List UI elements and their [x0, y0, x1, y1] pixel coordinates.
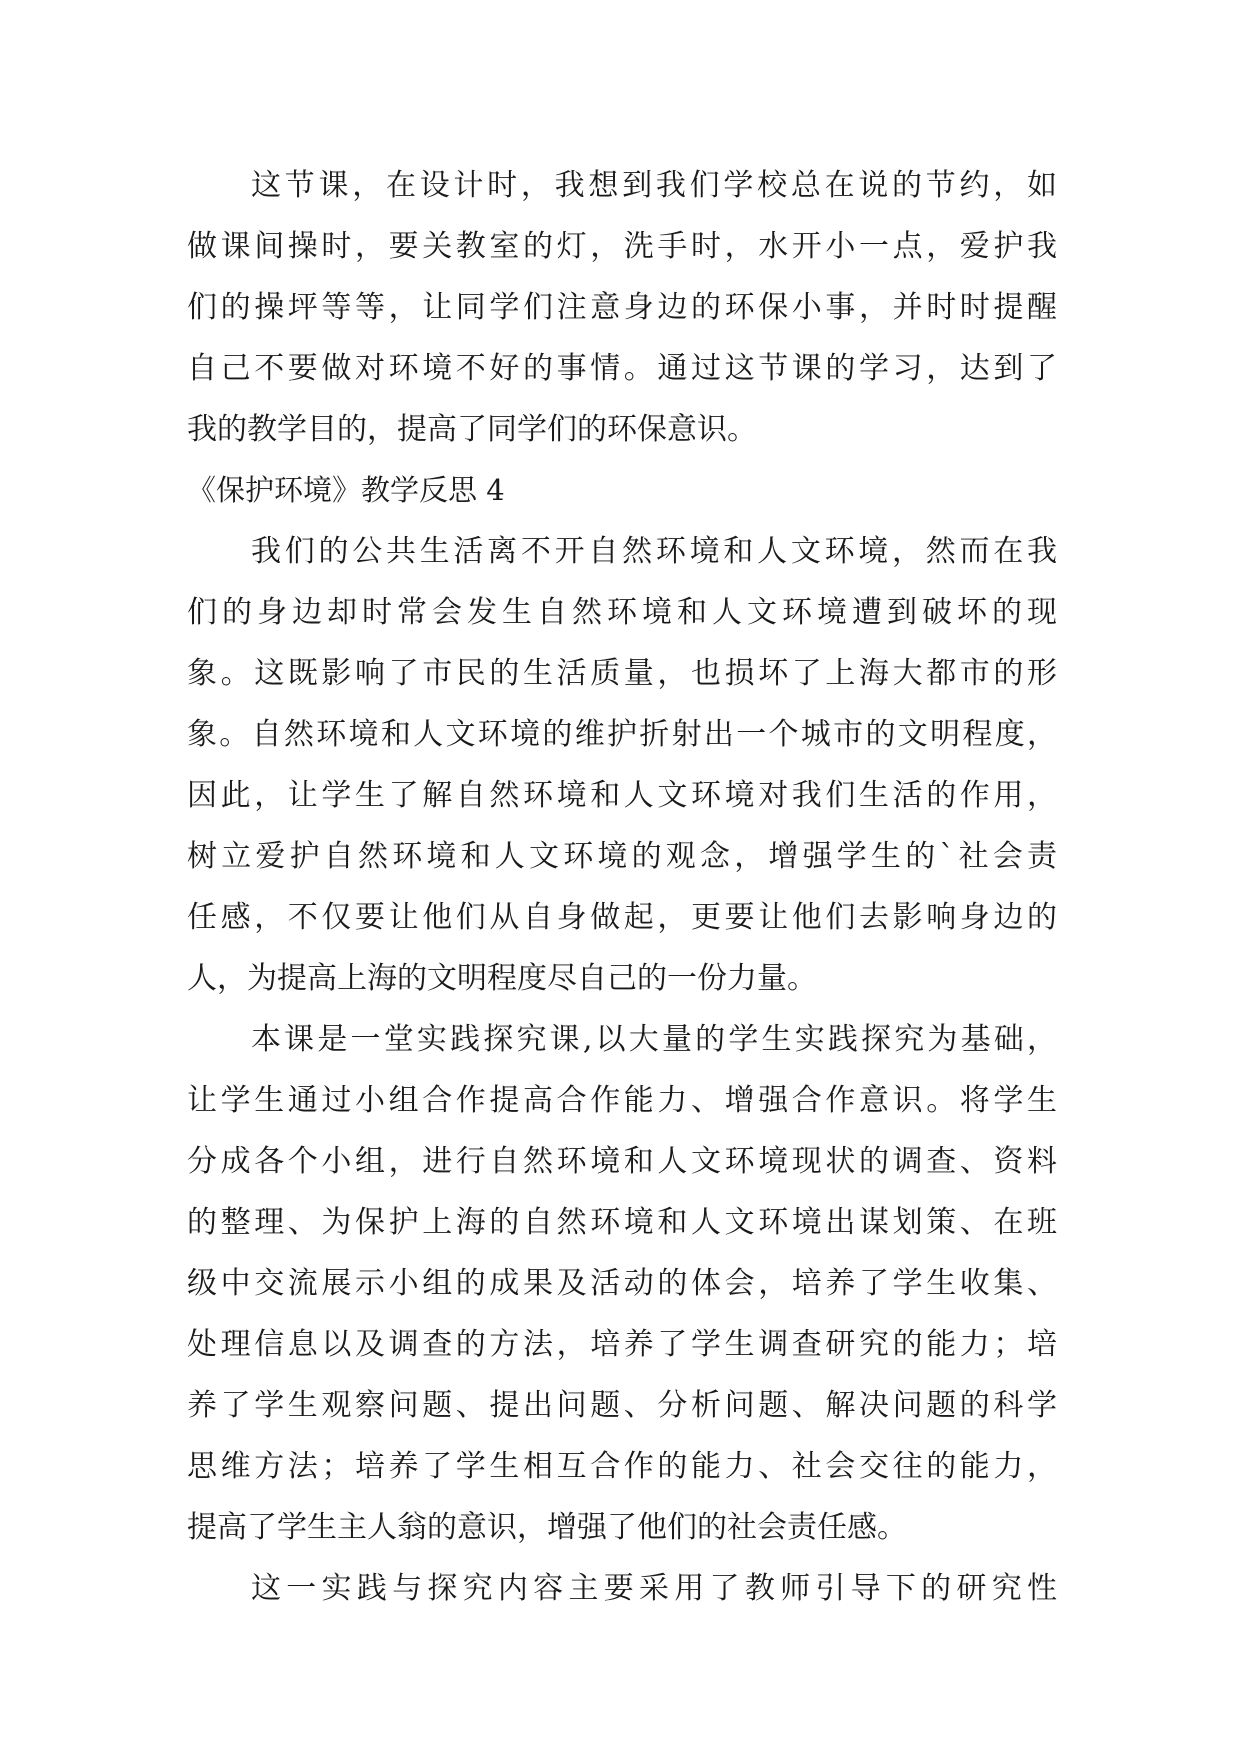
paragraph-line: 任感，不仅要让他们从自身做起，更要让他们去影响身边的 [187, 900, 1057, 935]
paragraph-line: 级中交流展示小组的成果及活动的体会，培养了学生收集、 [187, 1266, 1057, 1301]
paragraph-line: 这节课，在设计时，我想到我们学校总在说的节约，如 [251, 168, 1057, 203]
paragraph-line: 思维方法；培养了学生相互合作的能力、社会交往的能力， [187, 1449, 1057, 1484]
paragraph-line: 做课间操时，要关教室的灯，洗手时，水开小一点，爱护我 [187, 229, 1057, 264]
paragraph-line: 们的身边却时常会发生自然环境和人文环境遭到破坏的现 [187, 595, 1057, 630]
document-body [187, 155, 1057, 1619]
paragraph-line: 提高了学生主人翁的意识，增强了他们的社会责任感。 [187, 1510, 907, 1545]
paragraph-line: 分成各个小组，进行自然环境和人文环境现状的调查、资料 [187, 1144, 1057, 1179]
paragraph-line: 象。自然环境和人文环境的维护折射出一个城市的文明程度， [187, 717, 1057, 752]
paragraph-line: 们的操坪等等，让同学们注意身边的环保小事，并时时提醒 [187, 290, 1057, 325]
paragraph-line: 自己不要做对环境不好的事情。通过这节课的学习，达到了 [187, 351, 1057, 386]
paragraph-line: 养了学生观察问题、提出问题、分析问题、解决问题的科学 [187, 1388, 1057, 1423]
paragraph-line: 这一实践与探究内容主要采用了教师引导下的研究性 [251, 1571, 1057, 1606]
paragraph-line: 因此，让学生了解自然环境和人文环境对我们生活的作用， [187, 778, 1057, 813]
section-heading: 《保护环境》教学反思 4 [187, 473, 505, 507]
paragraph-line: 我的教学目的，提高了同学们的环保意识。 [187, 412, 757, 447]
paragraph-line: 处理信息以及调查的方法，培养了学生调查研究的能力；培 [187, 1327, 1057, 1362]
paragraph-line: 树立爱护自然环境和人文环境的观念，增强学生的`社会责 [187, 839, 1057, 874]
paragraph-line: 我们的公共生活离不开自然环境和人文环境，然而在我 [251, 534, 1057, 569]
paragraph-line: 让学生通过小组合作提高合作能力、增强合作意识。将学生 [187, 1083, 1057, 1118]
paragraph-2 [187, 521, 1057, 1009]
paragraph-line: 人，为提高上海的文明程度尽自己的一份力量。 [187, 961, 817, 996]
paragraph-3 [187, 1009, 1057, 1558]
paragraph-line: 象。这既影响了市民的生活质量，也损坏了上海大都市的形 [187, 656, 1057, 691]
paragraph-line: 的整理、为保护上海的自然环境和人文环境出谋划策、在班 [187, 1205, 1057, 1240]
paragraph-1 [187, 155, 1057, 460]
paragraph-line: 本课是一堂实践探究课,以大量的学生实践探究为基础， [251, 1022, 1057, 1057]
paragraph-4 [187, 1558, 1057, 1619]
